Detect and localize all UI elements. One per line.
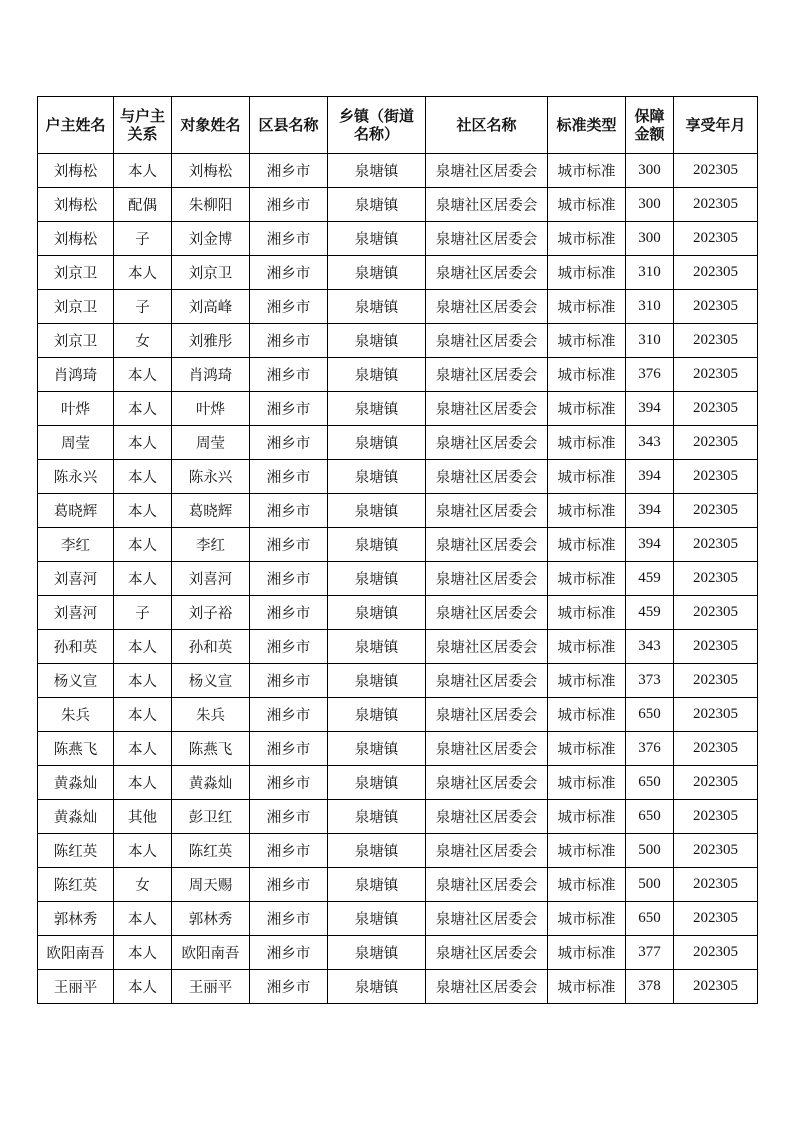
- month-cell: 202305: [674, 426, 758, 460]
- township-cell: 泉塘镇: [328, 528, 426, 562]
- amount-cell: 300: [626, 222, 674, 256]
- householder-name-cell: 刘梅松: [38, 222, 114, 256]
- relation-cell: 本人: [114, 766, 172, 800]
- county-cell: 湘乡市: [250, 936, 328, 970]
- standard-type-cell: 城市标准: [548, 188, 626, 222]
- table-row: [38, 562, 758, 596]
- recipient-name-cell: 孙和英: [172, 630, 250, 664]
- township-header: [328, 97, 426, 154]
- relation-cell: 本人: [114, 732, 172, 766]
- recipient-name-cell: 刘梅松: [172, 154, 250, 188]
- month-cell: 202305: [674, 460, 758, 494]
- header-line: 区县名称: [258, 116, 319, 134]
- amount-cell: 376: [626, 732, 674, 766]
- township-cell: 泉塘镇: [328, 664, 426, 698]
- month-cell: 202305: [674, 732, 758, 766]
- householder-name-cell: 刘京卫: [38, 324, 114, 358]
- standard-type-cell: 城市标准: [548, 902, 626, 936]
- header-line: 关系: [127, 125, 158, 143]
- amount-cell: 373: [626, 664, 674, 698]
- amount-cell: 300: [626, 188, 674, 222]
- householder-name-header: [38, 97, 114, 154]
- recipient-name-cell: 陈燕飞: [172, 732, 250, 766]
- county-cell: 湘乡市: [250, 494, 328, 528]
- table-row: [38, 902, 758, 936]
- table-body: [38, 154, 758, 1004]
- householder-name-cell: 刘京卫: [38, 290, 114, 324]
- relation-cell: 本人: [114, 936, 172, 970]
- householder-name-cell: 刘梅松: [38, 154, 114, 188]
- standard-type-cell: 城市标准: [548, 460, 626, 494]
- relation-cell: 本人: [114, 256, 172, 290]
- relation-cell: 本人: [114, 902, 172, 936]
- table-row: [38, 732, 758, 766]
- standard-type-cell: 城市标准: [548, 392, 626, 426]
- amount-cell: 650: [626, 902, 674, 936]
- county-cell: 湘乡市: [250, 562, 328, 596]
- recipient-name-cell: 刘高峰: [172, 290, 250, 324]
- table-row: [38, 766, 758, 800]
- table-row: [38, 460, 758, 494]
- standard-type-cell: 城市标准: [548, 528, 626, 562]
- county-cell: 湘乡市: [250, 222, 328, 256]
- township-cell: 泉塘镇: [328, 970, 426, 1004]
- township-cell: 泉塘镇: [328, 392, 426, 426]
- recipient-name-cell: 杨义宣: [172, 664, 250, 698]
- community-cell: 泉塘社区居委会: [426, 868, 548, 902]
- amount-cell: 394: [626, 528, 674, 562]
- relation-cell: 本人: [114, 970, 172, 1004]
- township-cell: 泉塘镇: [328, 358, 426, 392]
- amount-cell: 459: [626, 596, 674, 630]
- relation-cell: 女: [114, 868, 172, 902]
- county-cell: 湘乡市: [250, 154, 328, 188]
- community-cell: 泉塘社区居委会: [426, 596, 548, 630]
- recipient-name-cell: 欧阳南吾: [172, 936, 250, 970]
- table-row: [38, 494, 758, 528]
- community-cell: 泉塘社区居委会: [426, 494, 548, 528]
- township-cell: 泉塘镇: [328, 562, 426, 596]
- township-cell: 泉塘镇: [328, 834, 426, 868]
- amount-cell: 300: [626, 154, 674, 188]
- amount-cell: 310: [626, 290, 674, 324]
- standard-type-cell: 城市标准: [548, 494, 626, 528]
- table-row: [38, 970, 758, 1004]
- township-cell: 泉塘镇: [328, 936, 426, 970]
- month-cell: 202305: [674, 868, 758, 902]
- householder-name-cell: 刘喜河: [38, 596, 114, 630]
- township-cell: 泉塘镇: [328, 188, 426, 222]
- month-cell: 202305: [674, 800, 758, 834]
- householder-name-cell: 朱兵: [38, 698, 114, 732]
- amount-cell: 376: [626, 358, 674, 392]
- township-cell: 泉塘镇: [328, 256, 426, 290]
- amount-cell: 650: [626, 766, 674, 800]
- relation-cell: 子: [114, 290, 172, 324]
- table-row: [38, 528, 758, 562]
- amount-cell: 310: [626, 256, 674, 290]
- standard-type-cell: 城市标准: [548, 562, 626, 596]
- relation-cell: 本人: [114, 154, 172, 188]
- householder-name-cell: 黄淼灿: [38, 800, 114, 834]
- township-cell: 泉塘镇: [328, 460, 426, 494]
- township-cell: 泉塘镇: [328, 596, 426, 630]
- householder-name-cell: 李红: [38, 528, 114, 562]
- county-cell: 湘乡市: [250, 664, 328, 698]
- amount-cell: 310: [626, 324, 674, 358]
- standard-type-cell: 城市标准: [548, 834, 626, 868]
- amount-cell: 378: [626, 970, 674, 1004]
- month-cell: 202305: [674, 392, 758, 426]
- month-cell: 202305: [674, 256, 758, 290]
- community-cell: 泉塘社区居委会: [426, 698, 548, 732]
- community-cell: 泉塘社区居委会: [426, 188, 548, 222]
- relation-cell: 本人: [114, 630, 172, 664]
- standard-type-cell: 城市标准: [548, 426, 626, 460]
- householder-name-cell: 陈燕飞: [38, 732, 114, 766]
- county-cell: 湘乡市: [250, 596, 328, 630]
- header-line: 名称）: [353, 125, 399, 143]
- householder-name-cell: 叶烨: [38, 392, 114, 426]
- community-cell: 泉塘社区居委会: [426, 562, 548, 596]
- community-cell: 泉塘社区居委会: [426, 290, 548, 324]
- township-cell: 泉塘镇: [328, 902, 426, 936]
- county-cell: 湘乡市: [250, 902, 328, 936]
- township-cell: 泉塘镇: [328, 154, 426, 188]
- householder-name-cell: 肖鸿琦: [38, 358, 114, 392]
- recipient-name-cell: 朱柳阳: [172, 188, 250, 222]
- header-line: 乡镇（街道: [338, 107, 414, 125]
- recipient-name-cell: 葛晓辉: [172, 494, 250, 528]
- amount-cell: 394: [626, 494, 674, 528]
- recipient-name-cell: 郭林秀: [172, 902, 250, 936]
- table-row: [38, 222, 758, 256]
- header-line: 金额: [634, 125, 665, 143]
- township-cell: 泉塘镇: [328, 324, 426, 358]
- recipient-name-cell: 陈永兴: [172, 460, 250, 494]
- header-line: 享受年月: [685, 116, 746, 134]
- county-cell: 湘乡市: [250, 460, 328, 494]
- relation-cell: 本人: [114, 392, 172, 426]
- county-cell: 湘乡市: [250, 698, 328, 732]
- month-cell: 202305: [674, 358, 758, 392]
- community-cell: 泉塘社区居委会: [426, 970, 548, 1004]
- month-cell: 202305: [674, 528, 758, 562]
- table-row: [38, 324, 758, 358]
- relation-cell: 配偶: [114, 188, 172, 222]
- amount-cell: 394: [626, 460, 674, 494]
- community-cell: 泉塘社区居委会: [426, 664, 548, 698]
- amount-cell: 650: [626, 800, 674, 834]
- householder-name-cell: 刘京卫: [38, 256, 114, 290]
- relation-cell: 女: [114, 324, 172, 358]
- county-cell: 湘乡市: [250, 800, 328, 834]
- householder-name-cell: 葛晓辉: [38, 494, 114, 528]
- township-cell: 泉塘镇: [328, 766, 426, 800]
- recipient-name-cell: 朱兵: [172, 698, 250, 732]
- month-cell: 202305: [674, 290, 758, 324]
- relation-header: [114, 97, 172, 154]
- county-cell: 湘乡市: [250, 834, 328, 868]
- table-row: [38, 596, 758, 630]
- month-cell: 202305: [674, 970, 758, 1004]
- amount-cell: 377: [626, 936, 674, 970]
- community-cell: 泉塘社区居委会: [426, 324, 548, 358]
- amount-cell: 343: [626, 426, 674, 460]
- table-row: [38, 392, 758, 426]
- month-cell: 202305: [674, 154, 758, 188]
- month-header: [674, 97, 758, 154]
- relation-cell: 本人: [114, 494, 172, 528]
- table-row: [38, 698, 758, 732]
- householder-name-cell: 孙和英: [38, 630, 114, 664]
- county-cell: 湘乡市: [250, 392, 328, 426]
- county-cell: 湘乡市: [250, 732, 328, 766]
- householder-name-cell: 刘喜河: [38, 562, 114, 596]
- month-cell: 202305: [674, 902, 758, 936]
- community-cell: 泉塘社区居委会: [426, 766, 548, 800]
- county-cell: 湘乡市: [250, 766, 328, 800]
- standard-type-cell: 城市标准: [548, 222, 626, 256]
- relation-cell: 本人: [114, 358, 172, 392]
- township-cell: 泉塘镇: [328, 222, 426, 256]
- township-cell: 泉塘镇: [328, 868, 426, 902]
- standard-type-cell: 城市标准: [548, 630, 626, 664]
- standard-type-cell: 城市标准: [548, 868, 626, 902]
- table-row: [38, 154, 758, 188]
- table-row: [38, 936, 758, 970]
- county-cell: 湘乡市: [250, 970, 328, 1004]
- month-cell: 202305: [674, 324, 758, 358]
- county-cell: 湘乡市: [250, 188, 328, 222]
- recipient-name-cell: 刘喜河: [172, 562, 250, 596]
- amount-cell: 650: [626, 698, 674, 732]
- standard-type-cell: 城市标准: [548, 698, 626, 732]
- amount-cell: 500: [626, 834, 674, 868]
- month-cell: 202305: [674, 834, 758, 868]
- community-cell: 泉塘社区居委会: [426, 460, 548, 494]
- header-line: 保障: [634, 107, 665, 125]
- relation-cell: 本人: [114, 834, 172, 868]
- header-line: 户主姓名: [45, 116, 106, 134]
- table-row: [38, 358, 758, 392]
- standard-type-cell: 城市标准: [548, 664, 626, 698]
- township-cell: 泉塘镇: [328, 630, 426, 664]
- header-line: 对象姓名: [180, 116, 241, 134]
- relation-cell: 本人: [114, 664, 172, 698]
- county-header: [250, 97, 328, 154]
- householder-name-cell: 黄淼灿: [38, 766, 114, 800]
- standard-type-cell: 城市标准: [548, 596, 626, 630]
- recipient-name-cell: 刘金博: [172, 222, 250, 256]
- county-cell: 湘乡市: [250, 528, 328, 562]
- relation-cell: 其他: [114, 800, 172, 834]
- amount-header: [626, 97, 674, 154]
- relation-cell: 本人: [114, 426, 172, 460]
- relation-cell: 本人: [114, 698, 172, 732]
- community-cell: 泉塘社区居委会: [426, 392, 548, 426]
- amount-cell: 343: [626, 630, 674, 664]
- recipient-name-cell: 叶烨: [172, 392, 250, 426]
- community-cell: 泉塘社区居委会: [426, 222, 548, 256]
- month-cell: 202305: [674, 222, 758, 256]
- standard-type-cell: 城市标准: [548, 290, 626, 324]
- township-cell: 泉塘镇: [328, 800, 426, 834]
- header-line: 社区名称: [456, 116, 517, 134]
- recipient-name-cell: 周莹: [172, 426, 250, 460]
- month-cell: 202305: [674, 188, 758, 222]
- month-cell: 202305: [674, 630, 758, 664]
- standard-type-cell: 城市标准: [548, 936, 626, 970]
- standard-type-cell: 城市标准: [548, 154, 626, 188]
- standard-type-cell: 城市标准: [548, 358, 626, 392]
- month-cell: 202305: [674, 936, 758, 970]
- county-cell: 湘乡市: [250, 630, 328, 664]
- householder-name-cell: 杨义宣: [38, 664, 114, 698]
- recipient-name-cell: 周天赐: [172, 868, 250, 902]
- standard-type-cell: 城市标准: [548, 766, 626, 800]
- relation-cell: 本人: [114, 562, 172, 596]
- standard-type-header: [548, 97, 626, 154]
- header-line: 标准类型: [556, 116, 617, 134]
- community-cell: 泉塘社区居委会: [426, 256, 548, 290]
- relief-roster-table: [37, 96, 758, 1004]
- community-cell: 泉塘社区居委会: [426, 528, 548, 562]
- amount-cell: 500: [626, 868, 674, 902]
- standard-type-cell: 城市标准: [548, 732, 626, 766]
- township-cell: 泉塘镇: [328, 426, 426, 460]
- recipient-name-cell: 黄淼灿: [172, 766, 250, 800]
- householder-name-cell: 陈红英: [38, 834, 114, 868]
- recipient-name-cell: 刘京卫: [172, 256, 250, 290]
- county-cell: 湘乡市: [250, 256, 328, 290]
- township-cell: 泉塘镇: [328, 290, 426, 324]
- relation-cell: 子: [114, 222, 172, 256]
- table-row: [38, 290, 758, 324]
- recipient-name-cell: 彭卫红: [172, 800, 250, 834]
- community-cell: 泉塘社区居委会: [426, 630, 548, 664]
- householder-name-cell: 王丽平: [38, 970, 114, 1004]
- householder-name-cell: 欧阳南吾: [38, 936, 114, 970]
- table-row: [38, 800, 758, 834]
- recipient-name-cell: 刘子裕: [172, 596, 250, 630]
- table-row: [38, 868, 758, 902]
- relation-cell: 本人: [114, 460, 172, 494]
- table-row: [38, 256, 758, 290]
- community-cell: 泉塘社区居委会: [426, 834, 548, 868]
- county-cell: 湘乡市: [250, 290, 328, 324]
- standard-type-cell: 城市标准: [548, 256, 626, 290]
- month-cell: 202305: [674, 766, 758, 800]
- community-cell: 泉塘社区居委会: [426, 154, 548, 188]
- amount-cell: 394: [626, 392, 674, 426]
- recipient-name-cell: 陈红英: [172, 834, 250, 868]
- township-cell: 泉塘镇: [328, 732, 426, 766]
- month-cell: 202305: [674, 698, 758, 732]
- householder-name-cell: 郭林秀: [38, 902, 114, 936]
- month-cell: 202305: [674, 494, 758, 528]
- table-row: [38, 630, 758, 664]
- community-cell: 泉塘社区居委会: [426, 902, 548, 936]
- county-cell: 湘乡市: [250, 358, 328, 392]
- community-cell: 泉塘社区居委会: [426, 936, 548, 970]
- householder-name-cell: 陈永兴: [38, 460, 114, 494]
- county-cell: 湘乡市: [250, 324, 328, 358]
- recipient-name-cell: 王丽平: [172, 970, 250, 1004]
- county-cell: 湘乡市: [250, 426, 328, 460]
- table-row: [38, 188, 758, 222]
- table-row: [38, 426, 758, 460]
- recipient-name-header: [172, 97, 250, 154]
- recipient-name-cell: 李红: [172, 528, 250, 562]
- standard-type-cell: 城市标准: [548, 970, 626, 1004]
- township-cell: 泉塘镇: [328, 698, 426, 732]
- table-row: [38, 664, 758, 698]
- householder-name-cell: 刘梅松: [38, 188, 114, 222]
- amount-cell: 459: [626, 562, 674, 596]
- standard-type-cell: 城市标准: [548, 324, 626, 358]
- relation-cell: 子: [114, 596, 172, 630]
- township-cell: 泉塘镇: [328, 494, 426, 528]
- header-line: 与户主: [119, 107, 165, 125]
- community-cell: 泉塘社区居委会: [426, 358, 548, 392]
- table-row: [38, 834, 758, 868]
- relation-cell: 本人: [114, 528, 172, 562]
- month-cell: 202305: [674, 596, 758, 630]
- community-cell: 泉塘社区居委会: [426, 732, 548, 766]
- community-header: [426, 97, 548, 154]
- community-cell: 泉塘社区居委会: [426, 800, 548, 834]
- householder-name-cell: 周莹: [38, 426, 114, 460]
- standard-type-cell: 城市标准: [548, 800, 626, 834]
- table-header-row: [38, 97, 758, 154]
- recipient-name-cell: 肖鸿琦: [172, 358, 250, 392]
- county-cell: 湘乡市: [250, 868, 328, 902]
- recipient-name-cell: 刘雅彤: [172, 324, 250, 358]
- month-cell: 202305: [674, 664, 758, 698]
- community-cell: 泉塘社区居委会: [426, 426, 548, 460]
- month-cell: 202305: [674, 562, 758, 596]
- householder-name-cell: 陈红英: [38, 868, 114, 902]
